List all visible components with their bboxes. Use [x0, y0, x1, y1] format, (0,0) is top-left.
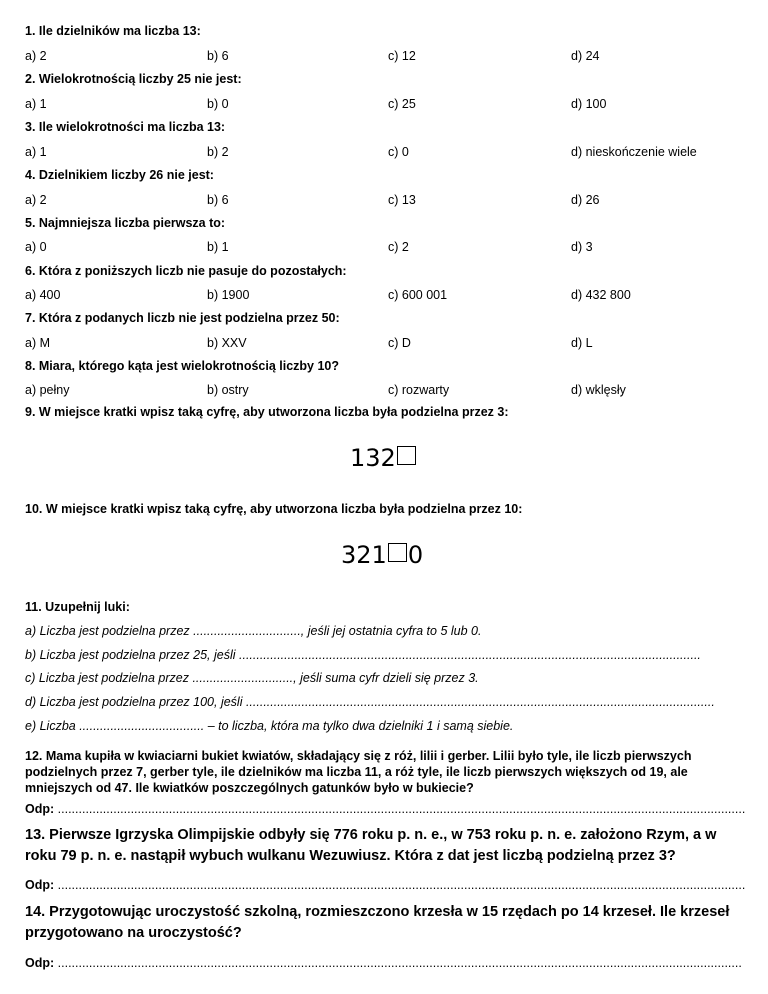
option-b: b) 2: [207, 145, 229, 159]
answer-label: Odp:: [25, 878, 55, 892]
option-b: b) 1900: [207, 288, 250, 302]
answer-dots: ......................................................................................................................................................................................................: [57, 878, 746, 892]
answer-dots: .....................................................................................................................................................................................................: [57, 956, 742, 970]
answer-line[interactable]: [25, 956, 742, 970]
question-text: 9. W miejsce kratki wpisz taką cyfrę, aby utworzona liczba była podzielna przez 3:: [25, 405, 509, 419]
question-text: 1. Ile dzielników ma liczba 13:: [25, 24, 201, 38]
option-c: c) 25: [388, 97, 416, 111]
fill-blank-d[interactable]: d) Liczba jest podzielna przez 100, jeśli .......................................................................................................................................: [25, 695, 715, 709]
option-a: a) pełny: [25, 383, 70, 397]
answer-label: Odp:: [25, 802, 55, 816]
digit-box[interactable]: [388, 543, 407, 562]
option-b: b) 0: [207, 97, 229, 111]
option-b: b) 6: [207, 49, 229, 63]
option-b: b) XXV: [207, 336, 247, 350]
option-d: d) 3: [571, 240, 593, 254]
option-c: c) 600 001: [388, 288, 448, 302]
fill-blank-a[interactable]: a) Liczba jest podzielna przez ..............................., jeśli jej ostatnia cyfra to 5 lub 0.: [25, 624, 482, 638]
option-a: a) M: [25, 336, 50, 350]
digit-puzzle: [350, 444, 417, 472]
question-text: 5. Najmniejsza liczba pierwsza to:: [25, 216, 226, 230]
option-c: c) D: [388, 336, 411, 350]
question-text: 8. Miara, którego kąta jest wielokrotnością liczby 10?: [25, 359, 340, 373]
option-c: c) rozwarty: [388, 383, 450, 397]
question-text: 13. Pierwsze Igrzyska Olimpijskie odbyły się 776 roku p. n. e., w 753 roku p. n. e. założono Rzym, a w roku 79 p. n. e. nastąpił wybuch wulkanu Wezuwiusz. Która z dat jest liczbą podzielną przez 3?: [25, 827, 717, 864]
option-d: d) wklęsły: [571, 383, 626, 397]
question-text: 14. Przygotowując uroczystość szkolną, rozmieszczono krzesła w 15 rzędach po 14 krzeseł. Ile krzeseł przygotowano na uroczystość?: [25, 904, 730, 941]
question-text: 7. Która z podanych liczb nie jest podzielna przez 50:: [25, 311, 340, 325]
option-a: a) 2: [25, 49, 47, 63]
fill-blank-b[interactable]: b) Liczba jest podzielna przez 25, jeśli .....................................................................................................................................: [25, 648, 701, 662]
question-text: 12. Mama kupiła w kwiaciarni bukiet kwiatów, składający się z róż, lilii i gerber. Lilii było tyle, ile liczb pierwszych podzielnych przez 7, gerber tyle, ile dzielników ma liczba 11, a róż tyle, ile liczb pierwszych większych od 19, ale mniejszych od 47. Ile kwiatków poszczególnych gatunków było w bukiecie?: [25, 749, 692, 795]
option-d: d) 24: [571, 49, 600, 63]
option-d: d) L: [571, 336, 593, 350]
option-a: a) 400: [25, 288, 61, 302]
digit-box[interactable]: [397, 446, 416, 465]
option-d: d) 26: [571, 193, 600, 207]
fill-blank-c[interactable]: c) Liczba jest podzielna przez ............................., jeśli suma cyfr dzieli się przez 3.: [25, 671, 479, 685]
question-text: 11. Uzupełnij luki:: [25, 600, 130, 614]
answer-line[interactable]: [25, 878, 745, 892]
question-text: 3. Ile wielokrotności ma liczba 13:: [25, 120, 226, 134]
option-c: c) 2: [388, 240, 409, 254]
question-text: 4. Dzielnikiem liczby 26 nie jest:: [25, 168, 214, 182]
option-a: a) 2: [25, 193, 47, 207]
option-d: d) 432 800: [571, 288, 631, 302]
option-c: c) 13: [388, 193, 416, 207]
number-prefix: 132: [350, 444, 396, 472]
option-b: b) 6: [207, 193, 229, 207]
question-text: 6. Która z poniższych liczb nie pasuje do pozostałych:: [25, 264, 347, 278]
option-a: a) 0: [25, 240, 47, 254]
option-c: c) 12: [388, 49, 416, 63]
fill-blank-e[interactable]: e) Liczba .................................... – to liczba, która ma tylko dwa dzielniki 1 i samą siebie.: [25, 719, 514, 733]
answer-dots: ......................................................................................................................................................................................................: [57, 802, 746, 816]
option-a: a) 1: [25, 97, 47, 111]
number-suffix: 0: [407, 541, 424, 569]
option-b: b) 1: [207, 240, 229, 254]
option-a: a) 1: [25, 145, 47, 159]
answer-line[interactable]: [25, 802, 745, 816]
option-d: d) 100: [571, 97, 607, 111]
option-b: b) ostry: [207, 383, 249, 397]
question-text: 2. Wielokrotnością liczby 25 nie jest:: [25, 72, 242, 86]
answer-label: Odp:: [25, 956, 55, 970]
option-d: d) nieskończenie wiele: [571, 145, 697, 159]
question-text: 10. W miejsce kratki wpisz taką cyfrę, aby utworzona liczba była podzielna przez 10:: [25, 502, 523, 516]
digit-puzzle: [341, 541, 423, 569]
option-c: c) 0: [388, 145, 409, 159]
number-prefix: 321: [341, 541, 387, 569]
